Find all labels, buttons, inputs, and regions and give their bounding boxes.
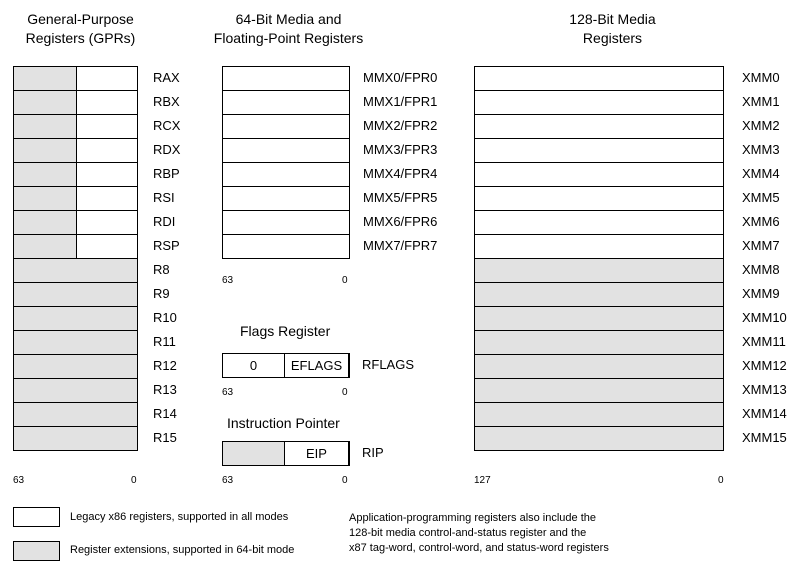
register-cell — [474, 114, 724, 139]
register-lower-half — [76, 66, 138, 91]
gpr-bit-high: 63 — [13, 475, 25, 486]
register-label: MMX2/FPR2 — [363, 118, 438, 133]
register-cell — [474, 282, 724, 307]
register-label: RDI — [153, 214, 176, 229]
register-cell — [474, 162, 724, 187]
register-lower-half — [76, 138, 138, 163]
gpr-header-line-1: General-Purpose — [27, 11, 134, 27]
mmx-bit-high: 63 — [222, 275, 234, 286]
mmx-header — [196, 10, 381, 48]
xmm-bit-high: 127 — [474, 475, 491, 486]
register-upper-half — [13, 234, 77, 259]
register-label: MMX0/FPR0 — [363, 70, 438, 85]
register-label: R15 — [153, 430, 177, 445]
register-cell — [474, 354, 724, 379]
register-label: XMM12 — [742, 358, 787, 373]
note-line-1: Application-programming registers also include the — [349, 512, 597, 524]
register-cell — [222, 186, 350, 211]
register-lower-half — [76, 162, 138, 187]
register-upper-half — [13, 114, 77, 139]
register-cell — [474, 66, 724, 91]
flags-eflags-field: EFLAGS — [284, 353, 350, 378]
xmm-header-line-2: Registers — [582, 30, 643, 46]
register-label: MMX6/FPR6 — [363, 214, 438, 229]
flags-register-title: Flags Register — [240, 323, 331, 339]
register-label: RAX — [153, 70, 180, 85]
flags-register-name: RFLAGS — [362, 357, 415, 372]
register-upper-half — [13, 138, 77, 163]
register-upper-half — [13, 162, 77, 187]
register-label: MMX1/FPR1 — [363, 94, 438, 109]
register-cell — [474, 138, 724, 163]
register-label: R10 — [153, 310, 177, 325]
register-cell — [13, 306, 138, 331]
register-cell — [13, 258, 138, 283]
mmx-bit-low: 0 — [342, 275, 348, 286]
register-cell — [474, 186, 724, 211]
register-cell — [474, 258, 724, 283]
register-cell — [222, 234, 350, 259]
register-cell — [13, 402, 138, 427]
register-cell — [222, 138, 350, 163]
register-label: R13 — [153, 382, 177, 397]
register-cell — [13, 426, 138, 451]
register-cell — [13, 378, 138, 403]
register-cell — [474, 330, 724, 355]
flags-bit-low: 0 — [342, 387, 348, 398]
gpr-header-line-2: Registers (GPRs) — [25, 30, 136, 46]
ip-eip-field: EIP — [284, 441, 350, 466]
flags-upper-field: 0 — [222, 353, 285, 378]
xmm-header — [520, 10, 705, 48]
register-lower-half — [76, 234, 138, 259]
mmx-header-line-1: 64-Bit Media and — [235, 11, 342, 27]
register-cell — [13, 282, 138, 307]
note-line-3: x87 tag-word, control-word, and status-word registers — [349, 542, 609, 554]
register-cell — [222, 114, 350, 139]
flags-bit-high: 63 — [222, 387, 234, 398]
register-label: RDX — [153, 142, 181, 157]
register-lower-half — [76, 210, 138, 235]
register-label: RBX — [153, 94, 180, 109]
register-label: XMM1 — [742, 94, 780, 109]
register-label: MMX7/FPR7 — [363, 238, 438, 253]
xmm-header-line-1: 128-Bit Media — [569, 11, 656, 27]
register-label: XMM13 — [742, 382, 787, 397]
ip-bit-high: 63 — [222, 475, 234, 486]
register-label: R8 — [153, 262, 170, 277]
register-upper-half — [13, 186, 77, 211]
ip-bit-low: 0 — [342, 475, 348, 486]
register-lower-half — [76, 90, 138, 115]
register-label: MMX4/FPR4 — [363, 166, 438, 181]
register-label: XMM4 — [742, 166, 780, 181]
register-label: R9 — [153, 286, 170, 301]
register-cell — [474, 402, 724, 427]
register-cell — [474, 234, 724, 259]
register-label: MMX5/FPR5 — [363, 190, 438, 205]
register-label: XMM2 — [742, 118, 780, 133]
register-label: XMM10 — [742, 310, 787, 325]
register-upper-half — [13, 90, 77, 115]
register-label: XMM0 — [742, 70, 780, 85]
instruction-pointer-title: Instruction Pointer — [227, 415, 340, 431]
register-label: XMM15 — [742, 430, 787, 445]
register-cell — [474, 426, 724, 451]
register-label: XMM6 — [742, 214, 780, 229]
legend-legacy-label: Legacy x86 registers, supported in all modes — [70, 511, 289, 523]
register-upper-half — [13, 66, 77, 91]
xmm-bit-low: 0 — [718, 475, 724, 486]
register-label: RSP — [153, 238, 180, 253]
register-label: RCX — [153, 118, 181, 133]
register-lower-half — [76, 114, 138, 139]
register-label: RBP — [153, 166, 180, 181]
register-label: XMM7 — [742, 238, 780, 253]
register-label: XMM11 — [742, 334, 786, 349]
gpr-bit-low: 0 — [131, 475, 137, 486]
register-cell — [222, 66, 350, 91]
register-cell — [13, 330, 138, 355]
register-cell — [474, 378, 724, 403]
ip-register-name: RIP — [362, 445, 384, 460]
register-label: XMM5 — [742, 190, 780, 205]
register-label: R12 — [153, 358, 177, 373]
register-lower-half — [76, 186, 138, 211]
register-cell — [474, 306, 724, 331]
register-label: R11 — [153, 334, 176, 349]
register-label: XMM3 — [742, 142, 780, 157]
note-text — [349, 511, 609, 556]
note-line-2: 128-bit media control-and-status register and the — [349, 527, 587, 539]
legend-legacy-swatch — [13, 507, 60, 527]
legend-extension-label: Register extensions, supported in 64-bit mode — [70, 544, 295, 556]
gpr-header — [8, 10, 153, 48]
register-cell — [13, 354, 138, 379]
legend-extension-swatch — [13, 541, 60, 561]
register-cell — [474, 90, 724, 115]
mmx-header-line-2: Floating-Point Registers — [213, 30, 364, 46]
register-cell — [222, 90, 350, 115]
register-label: R14 — [153, 406, 177, 421]
register-label: XMM9 — [742, 286, 780, 301]
register-cell — [474, 210, 724, 235]
register-upper-half — [13, 210, 77, 235]
register-label: XMM14 — [742, 406, 787, 421]
ip-upper-field — [222, 441, 285, 466]
register-cell — [222, 210, 350, 235]
register-label: XMM8 — [742, 262, 780, 277]
register-cell — [222, 162, 350, 187]
register-label: MMX3/FPR3 — [363, 142, 438, 157]
register-label: RSI — [153, 190, 175, 205]
